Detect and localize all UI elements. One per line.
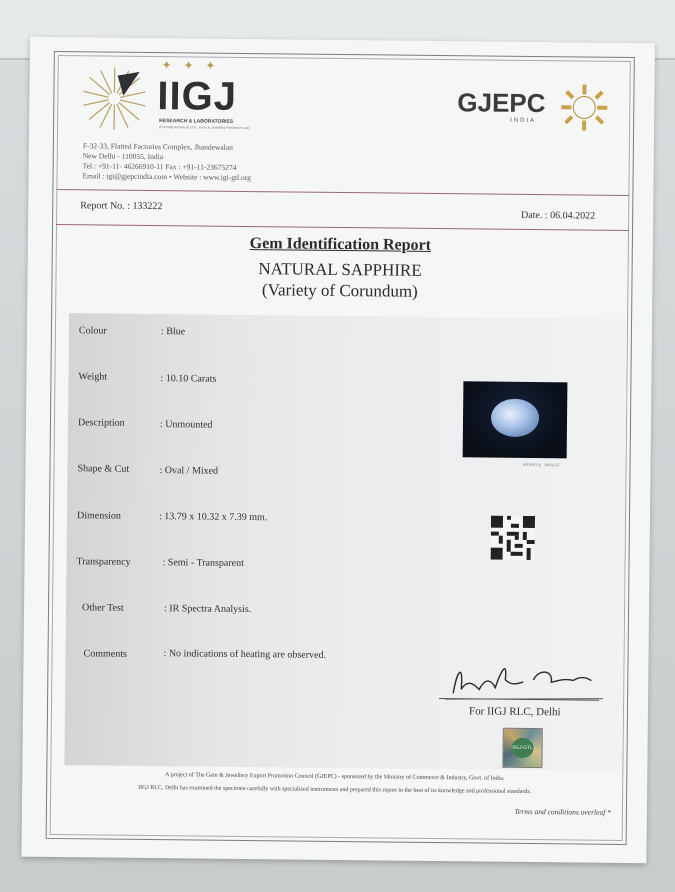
- sapphire-stone-icon: [491, 399, 539, 438]
- label-transparency: Transparency: [76, 556, 131, 568]
- value-transparency: : Semi - Transparent: [162, 557, 244, 569]
- logo-stars: ✦ ✦ ✦: [161, 58, 220, 73]
- footer-project-note: A project of The Gem & Jewellery Export Promotion Council (GJEPC) - sponsored by the Ministry of Commerce & Industry, Govt. of India.: [165, 772, 505, 782]
- signature-icon: [433, 649, 614, 711]
- logo-subtitle: RESEARCH & LABORATORIES: [159, 118, 234, 125]
- address-line: F-32-33, Flatted Factories Complex, Jhandewalan: [82, 141, 233, 152]
- value-weight: : 10.10 Carats: [160, 373, 217, 385]
- value-description: : Unmounted: [159, 419, 213, 431]
- gem-variety: (Variety of Corundum): [261, 280, 418, 301]
- hologram-text: IIGJ-GTL: [511, 738, 533, 758]
- report-date: Date. : 06.04.2022: [520, 209, 596, 222]
- image-caption: APPROX. IMAGE: [522, 461, 560, 468]
- gjepc-ring-logo-icon: [559, 82, 610, 133]
- value-comments: : No indications of heating are observed.: [163, 648, 327, 661]
- logo-tagline: (Formally known as GTL, Gem & Jewellery Research Lab): [159, 125, 250, 131]
- gem-photo: [463, 381, 568, 458]
- iigj-sunburst-logo-icon: [81, 65, 148, 132]
- value-dimension: : 13.79 x 10.32 x 7.39 mm.: [158, 511, 268, 524]
- value-colour: : Blue: [160, 326, 186, 338]
- footer-disclaimer: IIGJ RLC, Delhi has examined the specimen carefully with specialized instruments and prepared this report to the best of its knowledge and professional standards.: [138, 784, 532, 796]
- address-line: New Delhi - 110055, India: [82, 151, 164, 162]
- iigj-logo-text: IIGJ: [157, 74, 238, 119]
- gem-name: NATURAL SAPPHIRE: [258, 259, 422, 280]
- hologram-seal: [502, 728, 542, 768]
- address-line: Email : igi@gjepcindia.com • Website : www.igi-gtl.org: [82, 171, 251, 183]
- report-title: Gem Identification Report: [249, 235, 432, 254]
- label-shape-cut: Shape & Cut: [77, 463, 130, 475]
- address-line: Tel.: +91-11- 46266910-11 Fax : +91-11-23675274: [82, 161, 237, 172]
- value-shape-cut: : Oval / Mixed: [159, 465, 219, 477]
- label-colour: Colour: [78, 325, 107, 337]
- value-other-test: : IR Spectra Analysis.: [163, 603, 252, 616]
- report-number: Report No. : 133222: [80, 200, 163, 213]
- label-other-test: Other Test: [81, 602, 124, 614]
- terms-note: Terms and conditions overleaf *: [514, 806, 611, 817]
- address-block: [83, 141, 252, 183]
- label-comments: Comments: [83, 648, 127, 660]
- qr-code-icon[interactable]: [491, 516, 535, 560]
- label-weight: Weight: [78, 371, 108, 383]
- label-description: Description: [77, 417, 125, 429]
- certificate-sheet: [21, 37, 655, 863]
- label-dimension: Dimension: [76, 510, 121, 522]
- gjepc-logo-text: GJEPC: [457, 87, 546, 119]
- signatory-label: For IIGJ RLC, Delhi: [468, 705, 561, 719]
- gjepc-country: INDIA: [510, 117, 537, 125]
